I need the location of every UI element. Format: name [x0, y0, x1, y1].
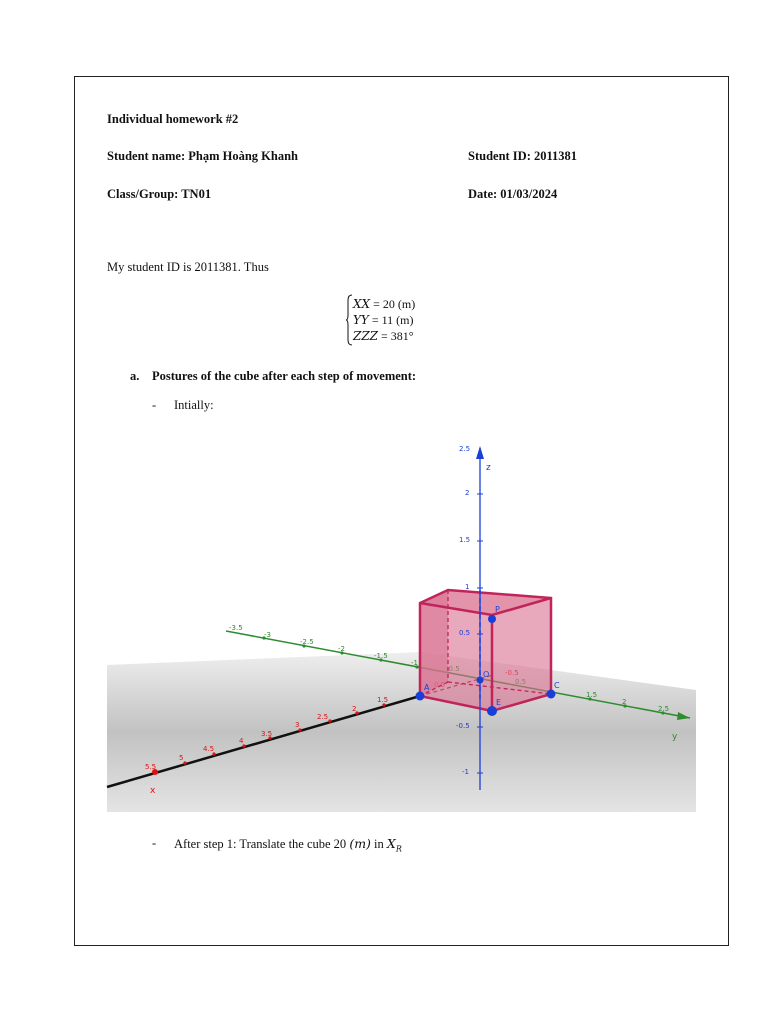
point-e-label: E [496, 698, 502, 707]
x-tick-label: 2.5 [317, 713, 329, 721]
point-a-label: A [424, 683, 430, 692]
cube-figure [100, 436, 700, 816]
z-tick-label: -0.5 [456, 722, 470, 730]
point-p-label: P [495, 605, 500, 614]
z-tick-label: 1.5 [459, 536, 471, 544]
x-tick-label: 1.5 [377, 696, 389, 704]
z-axis-label: z [486, 463, 491, 473]
z-tick-label: 2.5 [459, 445, 471, 453]
y-tick-label: -3.5 [229, 624, 243, 632]
bullet-dash: - [152, 836, 157, 850]
equation-row: ZZZ = 381° [353, 329, 414, 343]
y-tick-label: -1.5 [374, 652, 388, 660]
x-tick-label: 4.5 [203, 745, 215, 753]
y-tick-label: 2.5 [658, 705, 670, 713]
x-tick-label: 3 [295, 721, 300, 729]
z-tick-label: 0.5 [459, 629, 471, 637]
x-tick-label: 3.5 [261, 730, 273, 738]
point-c-label: C [554, 681, 560, 690]
point-p [488, 615, 496, 623]
z-tick-label: -1 [462, 768, 469, 776]
x-tick-label: 4 [239, 737, 244, 745]
equation-row: YY = 11 (m) [353, 313, 414, 327]
intro-text: My student ID is 2011381. Thus [107, 260, 269, 274]
section-a-title: Postures of the cube after each step of movement: [152, 369, 417, 383]
cube-side-face [492, 598, 551, 711]
step1-text: After step 1: Translate the cube 20 (m) in $X_R$ [174, 836, 402, 854]
student-name: Student name: Phạm Hoàng Khanh [107, 149, 299, 163]
initially-label: Intially: [174, 398, 214, 412]
ground-plane [107, 652, 696, 812]
x-tick-label: 5 [179, 754, 184, 762]
point-a [416, 692, 425, 701]
y-tick-label: -1 [411, 659, 418, 667]
y-tick-label: 2 [622, 698, 627, 706]
y-axis-label: y [672, 732, 678, 742]
y-tick-label: -2.5 [300, 638, 314, 646]
z-tick-label: 1 [465, 583, 470, 591]
class-group: Class/Group: TN01 [107, 187, 212, 201]
z-axis-arrow [476, 446, 484, 459]
cube-front-face [420, 603, 492, 711]
point-e [487, 706, 497, 716]
equation-system [353, 296, 415, 344]
x-axis-label: x [150, 786, 156, 796]
y-tick-label: -2 [338, 645, 345, 653]
point-o-label: O [483, 670, 490, 679]
y-tick-label: -3 [264, 631, 271, 639]
z-tick-label: 2 [465, 489, 470, 497]
date: Date: 01/03/2024 [468, 187, 558, 201]
equation-brace [346, 294, 353, 346]
x-tick-label: 5.5 [145, 763, 157, 771]
y-tick-label: 1.5 [586, 691, 598, 699]
student-id: Student ID: 2011381 [468, 149, 578, 163]
equation-row: XX = 20 (m) [353, 297, 416, 311]
homework-title: Individual homework #2 [107, 112, 239, 126]
bullet-dash: - [152, 398, 157, 412]
point-c [547, 690, 556, 699]
section-a-label: a. [130, 369, 140, 383]
x-tick-label: 2 [352, 705, 357, 713]
